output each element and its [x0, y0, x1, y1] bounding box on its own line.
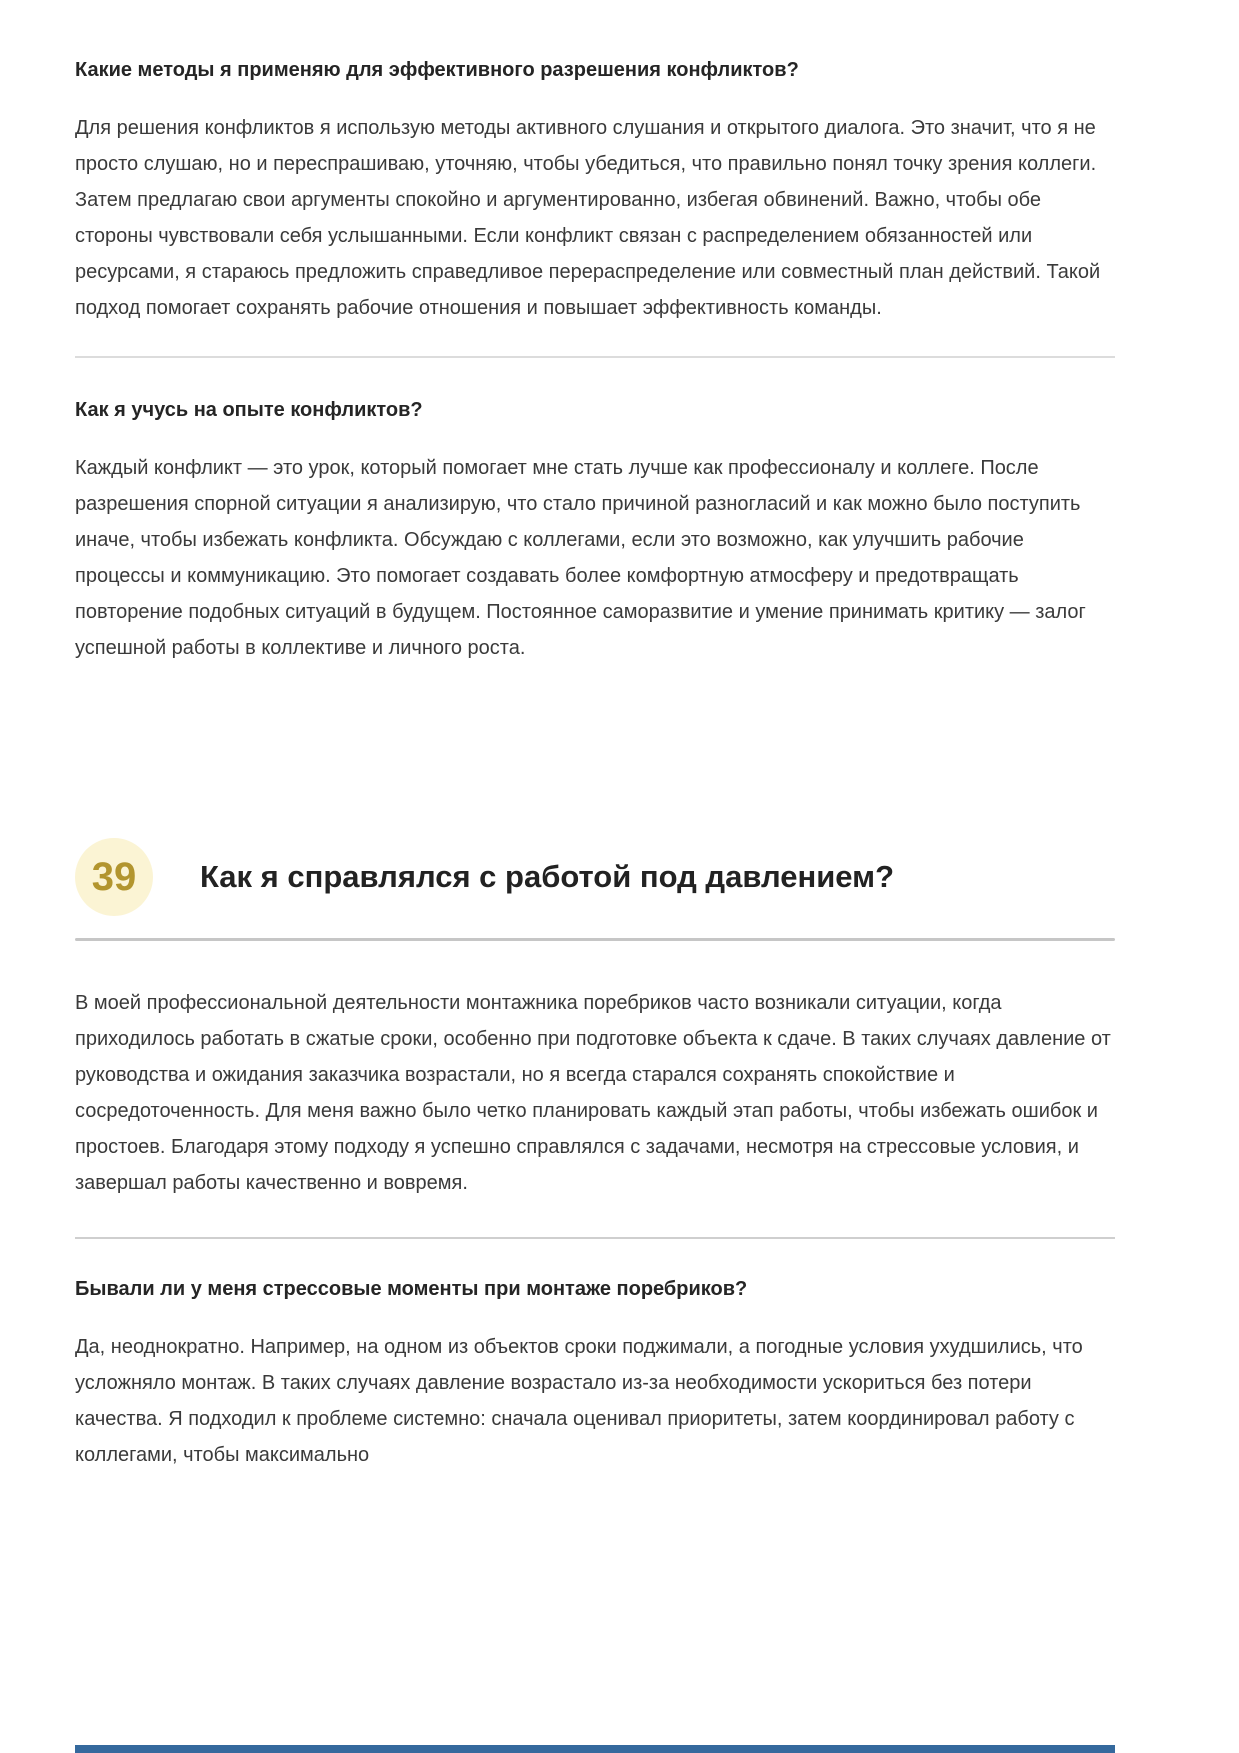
next-section-top-bar [75, 1745, 1115, 1753]
qa-block [75, 56, 1115, 326]
chapter-divider [75, 938, 1115, 941]
section-divider [75, 1237, 1115, 1239]
chapter-intro-paragraph: В моей профессиональной деятельности монтажника поребриков часто возникали ситуации, когда приходилось работать в сжатые сроки, особенно при подготовке объекта к сдаче. В таких случаях давление от руководства и ожидания заказчика возрастали, но я всегда старался сохранять спокойствие и сосредоточенность. Для меня важно было четко планировать каждый этап работы, чтобы избежать ошибок и простоев. Благодаря этому подходу я успешно справлялся с задачами, несмотря на стрессовые условия, и завершал работы качественно и вовремя. [75, 992, 1111, 1194]
qa-block [75, 1275, 1115, 1473]
qa-question: Бывали ли у меня стрессовые моменты при монтаже поребриков? [75, 1278, 748, 1300]
qa-answer: Для решения конфликтов я использую методы активного слушания и открытого диалога. Это значит, что я не просто слушаю, но и переспрашиваю, уточняю, чтобы убедиться, что правильно понял точку зрения коллеги. Затем предлагаю свои аргументы спокойно и аргументированно, избегая обвинений. Важно, чтобы обе стороны чувствовали себя услышанными. Если конфликт связан с распределением обязанностей или ресурсами, я стараюсь предложить справедливое перераспределение или совместный план действий. Такой подход помогает сохранять рабочие отношения и повышает эффективность команды. [75, 117, 1101, 319]
chapter-number-badge [75, 838, 153, 916]
chapter-header [75, 838, 1115, 916]
qa-question: Как я учусь на опыте конфликтов? [75, 399, 423, 421]
qa-answer: Да, неоднократно. Например, на одном из объектов сроки поджимали, а погодные условия ухудшились, что усложняло монтаж. В таких случаях давление возрастало из-за необходимости ускориться без потери качества. Я подходил к проблеме системно: сначала оценивал приоритеты, затем координировал работу с коллегами, чтобы максимально [75, 1336, 1083, 1466]
section-divider [75, 356, 1115, 358]
chapter-number: 39 [91, 855, 137, 899]
qa-block [75, 396, 1115, 666]
chapter-title: Как я справлялся с работой под давлением? [200, 858, 895, 894]
qa-answer: Каждый конфликт — это урок, который помогает мне стать лучше как профессионалу и коллеге. После разрешения спорной ситуации я анализирую, что стало причиной разногласий и как можно было поступить иначе, чтобы избежать конфликта. Обсуждаю с коллегами, если это возможно, как улучшить рабочие процессы и коммуникацию. Это помогает создавать более комфортную атмосферу и предотвращать повторение подобных ситуаций в будущем. Постоянное саморазвитие и умение принимать критику — залог успешной работы в коллективе и личного роста. [75, 457, 1086, 659]
qa-question: Какие методы я применяю для эффективного разрешения конфликтов? [75, 59, 799, 81]
